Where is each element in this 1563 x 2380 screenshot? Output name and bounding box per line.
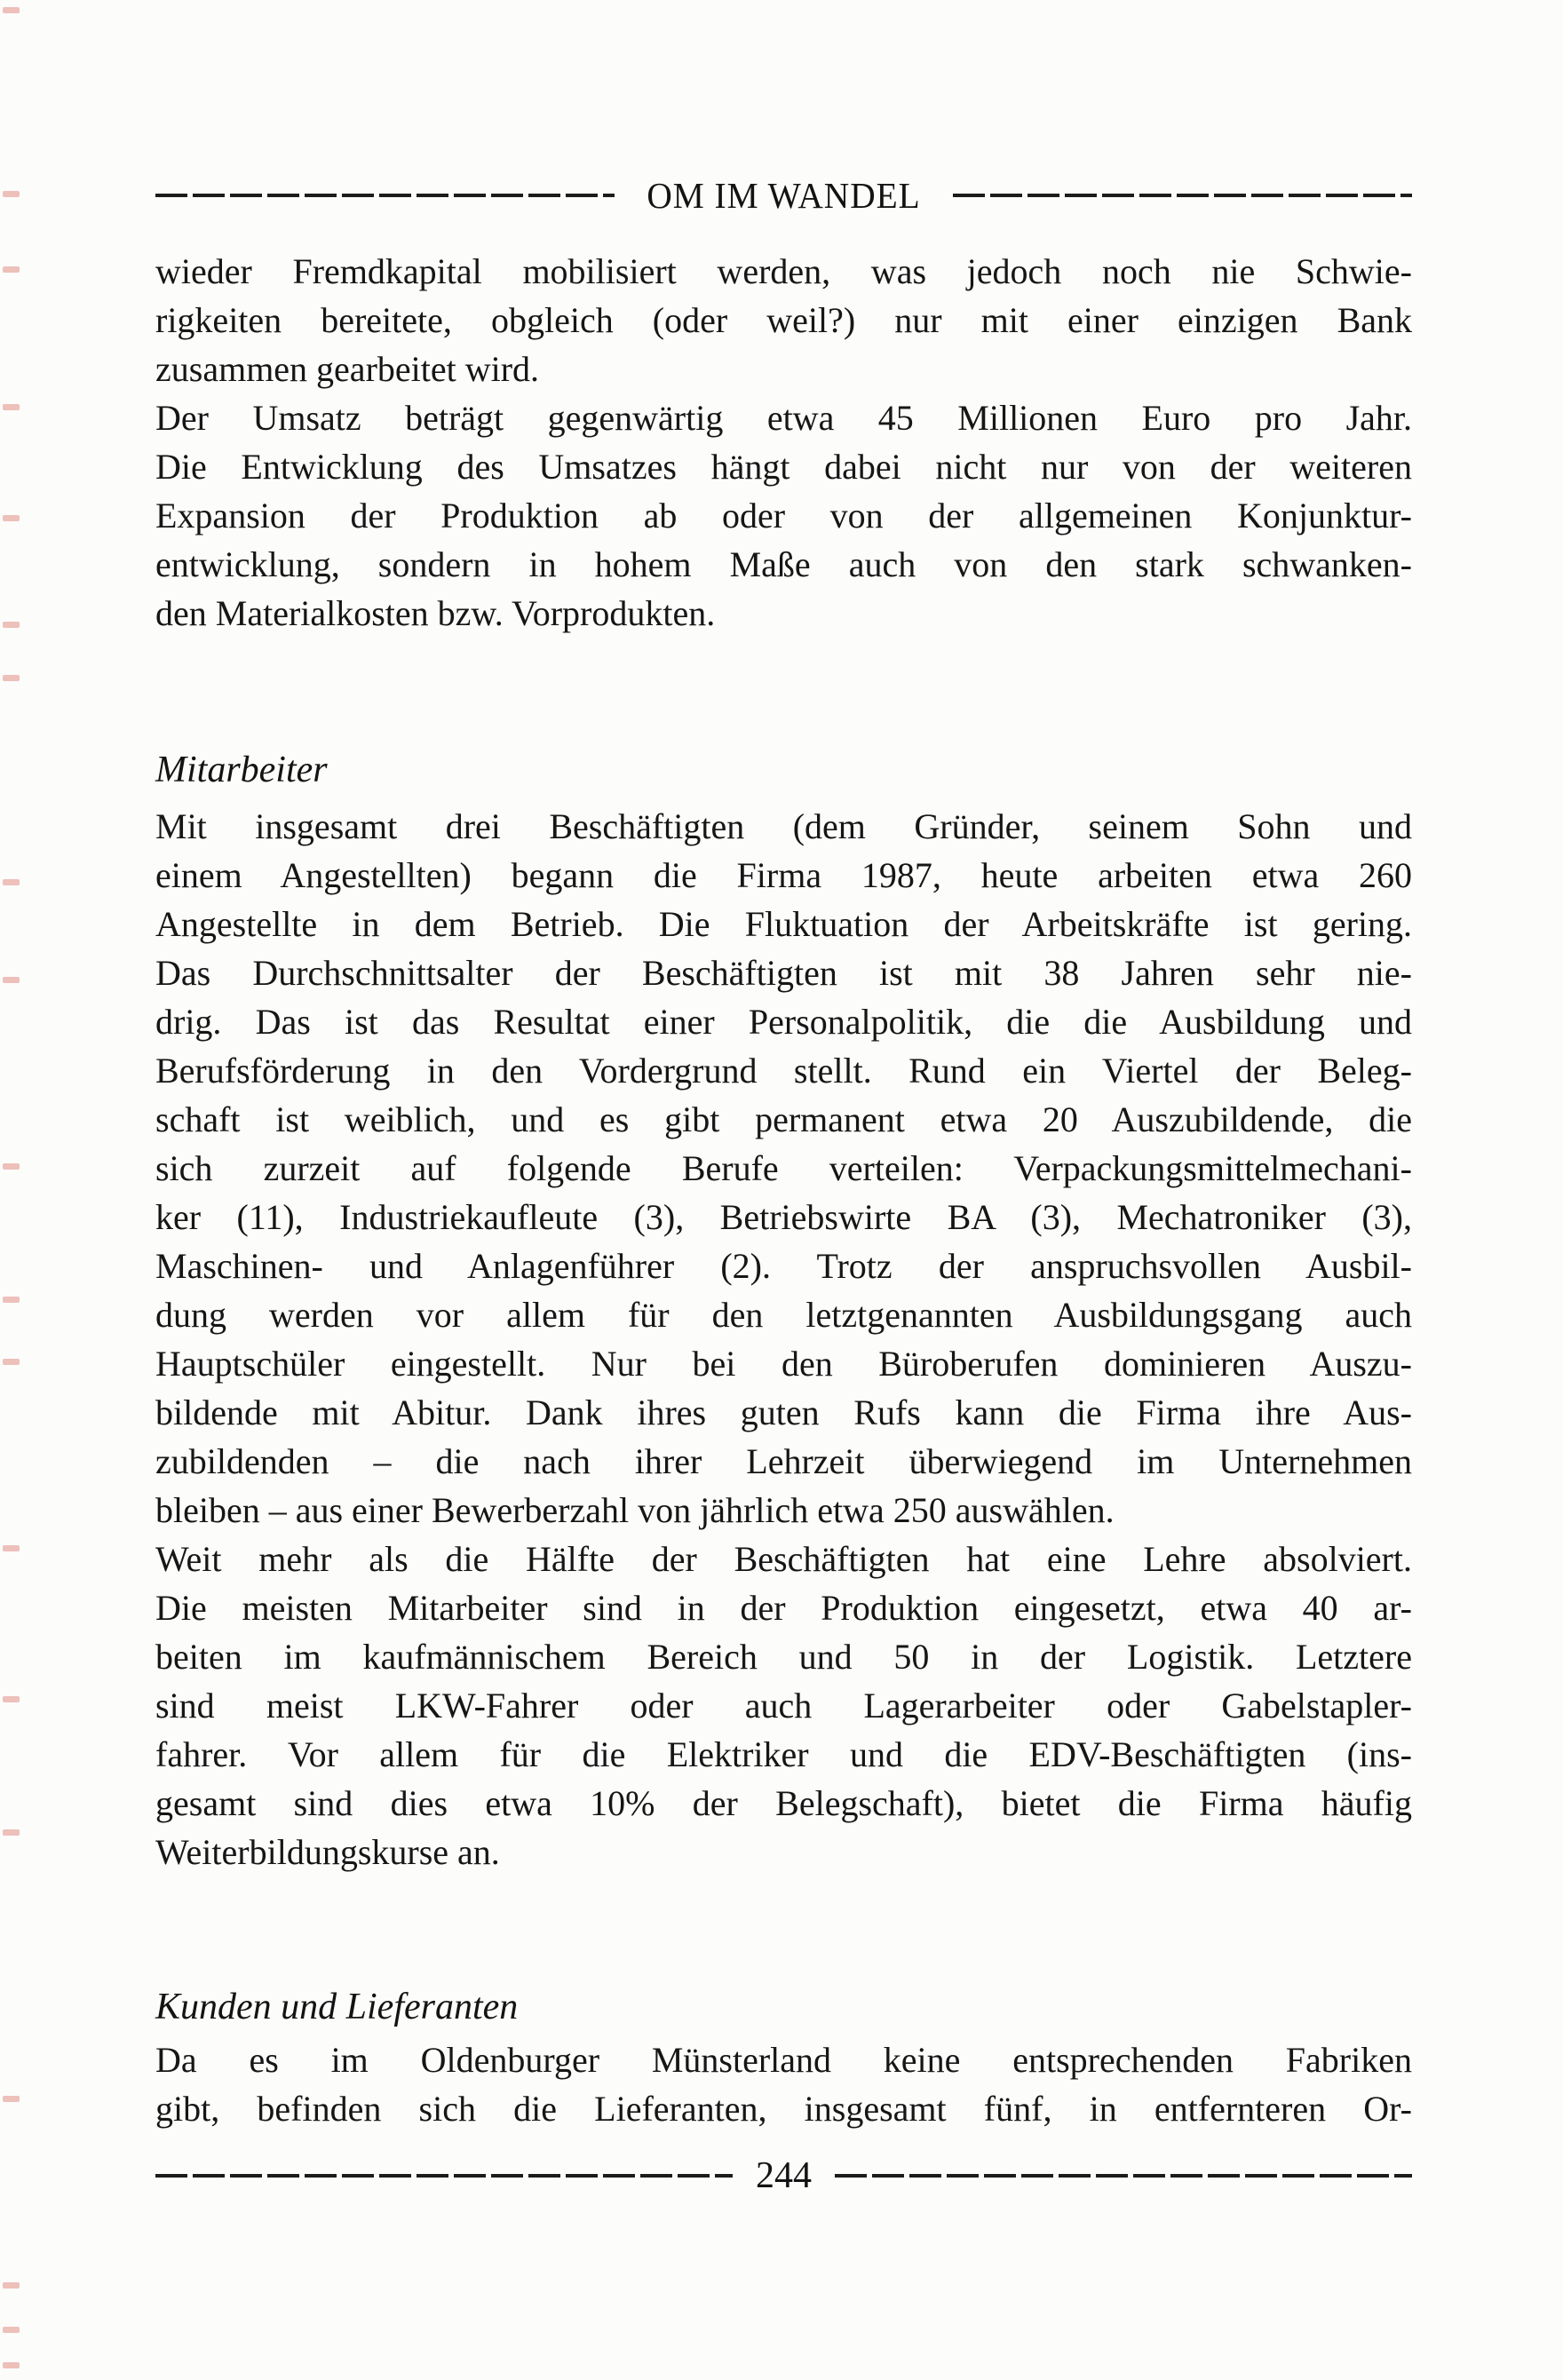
text-line: dung werden vor allem für den letztgenannten Ausbildungsgang auch <box>155 1295 1412 1335</box>
scan-edge-mark <box>3 1696 20 1702</box>
text-line: Weiterbildungskurse an. <box>155 1832 500 1872</box>
text-line: schaft ist weiblich, und es gibt permanent etwa 20 Auszubildende, die <box>155 1099 1412 1139</box>
text-line: zusammen gearbeitet wird. <box>155 349 540 389</box>
running-header <box>155 174 1412 217</box>
text-line: Der Umsatz beträgt gegenwärtig etwa 45 Millionen Euro pro Jahr. <box>155 398 1412 438</box>
scan-edge-mark <box>3 515 20 521</box>
text-line: Das Durchschnittsalter der Beschäftigten ist mit 38 Jahren sehr nie- <box>155 953 1412 993</box>
scan-edge-mark <box>3 2327 20 2333</box>
paragraph-block <box>155 2035 1412 2133</box>
scan-edge-mark <box>3 1829 20 1836</box>
text-line: Weit mehr als die Hälfte der Beschäftigten hat eine Lehre absolviert. <box>155 1539 1412 1579</box>
footer-rule-right <box>835 2174 1412 2178</box>
text-line: bildende mit Abitur. Dank ihres guten Rufs kann die Firma ihre Aus- <box>155 1392 1412 1432</box>
text-line: zubildenden – die nach ihrer Lehrzeit überwiegend im Unternehmen <box>155 1441 1412 1481</box>
text-line: sind meist LKW-Fahrer oder auch Lagerarbeiter oder Gabelstapler- <box>155 1686 1412 1726</box>
page-content <box>155 0 1412 2195</box>
page-footer <box>155 2156 1412 2195</box>
scan-edge-mark <box>3 2096 20 2102</box>
text-line: Die Entwicklung des Umsatzes hängt dabei nicht nur von der weiteren <box>155 447 1412 487</box>
text-line: Die meisten Mitarbeiter sind in der Produktion eingesetzt, etwa 40 ar- <box>155 1588 1412 1628</box>
text-line: ker (11), Industriekaufleute (3), Betriebswirte BA (3), Mechatroniker (3), <box>155 1197 1412 1237</box>
scan-edge-mark <box>3 2282 20 2289</box>
running-header-title: OM IM WANDEL <box>647 175 921 216</box>
page-number: 244 <box>756 2155 812 2196</box>
scan-edge-mark <box>3 266 20 273</box>
paragraph-block <box>155 802 1412 1876</box>
text-line: gesamt sind dies etwa 10% der Belegschaft), bietet die Firma häufig <box>155 1783 1412 1823</box>
text-line: entwicklung, sondern in hohem Maße auch von den stark schwanken- <box>155 544 1412 584</box>
scan-edge-mark <box>3 191 20 197</box>
scan-edge-mark <box>3 1163 20 1170</box>
text-line: wieder Fremdkapital mobilisiert werden, was jedoch noch nie Schwie- <box>155 251 1412 291</box>
text-line: gibt, befinden sich die Lieferanten, insgesamt fünf, in entfernteren Or- <box>155 2089 1412 2129</box>
text-line: Berufsförderung in den Vordergrund stellt. Rund ein Viertel der Beleg- <box>155 1051 1412 1091</box>
text-line: fahrer. Vor allem für die Elektriker und die EDV-Beschäftigten (ins- <box>155 1734 1412 1774</box>
scan-edge-mark <box>3 1297 20 1303</box>
text-line: sich zurzeit auf folgende Berufe verteilen: Verpackungsmittelmechani- <box>155 1148 1412 1188</box>
footer-rule-left <box>155 2174 733 2178</box>
scan-edge-mark <box>3 7 20 13</box>
text-line: drig. Das ist das Resultat einer Personalpolitik, die die Ausbildung und <box>155 1002 1412 1042</box>
text-line: rigkeiten bereitete, obgleich (oder weil?) nur mit einer einzigen Bank <box>155 300 1412 340</box>
scan-edge-mark <box>3 675 20 681</box>
scan-edge-mark <box>3 1359 20 1365</box>
text-line: den Materialkosten bzw. Vorprodukten. <box>155 593 716 633</box>
section-heading-kunden-und-lieferanten: Kunden und Lieferanten <box>155 1987 519 2027</box>
scan-edge-mark <box>3 622 20 628</box>
header-rule-left <box>155 194 615 197</box>
text-line: einem Angestellten) begann die Firma 1987, heute arbeiten etwa 260 <box>155 855 1412 895</box>
paragraph-block <box>155 247 1412 638</box>
scan-edge-mark <box>3 879 20 885</box>
text-line: Da es im Oldenburger Münsterland keine entsprechenden Fabriken <box>155 2040 1412 2080</box>
text-line: bleiben – aus einer Bewerberzahl von jährlich etwa 250 auswählen. <box>155 1490 1115 1530</box>
header-rule-right <box>953 194 1412 197</box>
text-line: Maschinen- und Anlagenführer (2). Trotz der anspruchsvollen Ausbil- <box>155 1246 1412 1286</box>
scan-edge-mark <box>3 1545 20 1551</box>
scan-edge-mark <box>3 977 20 983</box>
page-body <box>155 247 1412 2133</box>
text-line: Hauptschüler eingestellt. Nur bei den Büroberufen dominieren Auszu- <box>155 1344 1412 1384</box>
section-heading-mitarbeiter: Mitarbeiter <box>155 750 328 790</box>
scan-edge-mark <box>3 404 20 410</box>
text-line: Expansion der Produktion ab oder von der allgemeinen Konjunktur- <box>155 496 1412 536</box>
text-line: beiten im kaufmännischem Bereich und 50 in der Logistik. Letztere <box>155 1637 1412 1677</box>
text-line: Angestellte in dem Betrieb. Die Fluktuation der Arbeitskräfte ist gering. <box>155 904 1412 944</box>
text-line: Mit insgesamt drei Beschäftigten (dem Gründer, seinem Sohn und <box>155 806 1412 846</box>
scan-edge-mark <box>3 2362 20 2368</box>
